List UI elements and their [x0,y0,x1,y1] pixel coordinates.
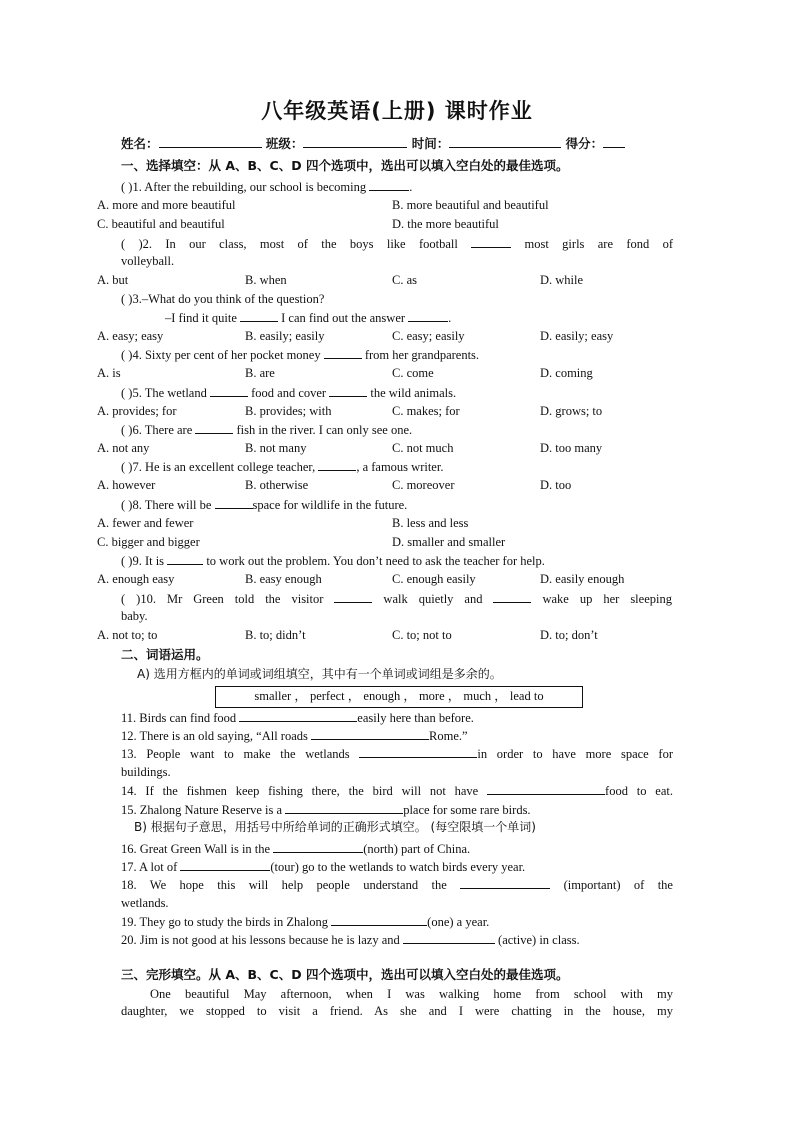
q4-blank[interactable] [324,347,362,359]
q18-blank[interactable] [460,877,550,889]
q13-blank[interactable] [359,746,477,758]
q12-line [121,728,468,744]
q18-line2: wetlands. [121,896,169,910]
q5-stem-text: ( )5. The wetland [121,386,207,400]
q7-blank[interactable] [318,459,356,471]
q6-blank[interactable] [195,422,233,434]
q3-blank-2[interactable] [408,310,448,322]
q4-option-d: D. coming [540,366,593,380]
q1-option-d: D. the more beautiful [392,217,499,231]
q9-stem [121,553,545,569]
q17-text-b: (tour) go to the wetlands to watch birds every year. [270,860,526,874]
q3-stem: ( )3.–What do you think of the question? [121,292,325,306]
q2-stem-line2: volleyball. [121,254,175,268]
q5-blank-2[interactable] [329,385,367,397]
q19-text-b: (one) a year. [427,915,490,929]
q10-blank-1[interactable] [334,591,372,603]
q8-stem-text: ( )8. There will be [121,498,212,512]
q17-text-a: 17. A lot of [121,860,178,874]
q19-line [121,914,489,930]
q6-option-b: B. not many [245,441,307,455]
q9-option-c: C. enough easily [392,572,476,586]
passage-line-2: daughter, we stopped to visit a friend. As she and I were chatting in the house, my [121,1004,673,1018]
q5-option-c: C. makes; for [392,404,460,418]
q20-text-b: (active) in class. [498,933,580,947]
q4-option-a: A. is [97,366,121,380]
q20-text-a: 20. Jim is not good at his lessons because he is lazy and [121,933,400,947]
q9-option-d: D. easily enough [540,572,625,586]
q10-option-a: A. not to; to [97,628,158,642]
q1-option-b: B. more beautiful and beautiful [392,198,549,212]
q17-blank[interactable] [180,859,270,871]
q15-text-b: place for some rare birds. [403,803,531,817]
q19-blank[interactable] [331,914,427,926]
q18-line [121,877,673,893]
q2-option-d: D. while [540,273,584,287]
q13-text-b: in order to have more space for [477,747,673,761]
q20-line [121,932,580,948]
q3-option-a: A. easy; easy [97,329,164,343]
q5-option-a: A. provides; for [97,404,177,418]
q6-stem-end: fish in the river. I can only see one. [236,423,413,437]
q4-stem-text: ( )4. Sixty per cent of her pocket money [121,348,321,362]
q1-option-a: A. more and more beautiful [97,198,236,212]
q7-option-a: A. however [97,478,156,492]
q2-stem-text: ( )2. In our class, most of the boys like football [121,237,458,251]
q2-option-b: B. when [245,273,287,287]
q10-stem-line2: baby. [121,609,148,623]
q5-stem-mid: food and cover [251,386,327,400]
q9-option-b: B. easy enough [245,572,322,586]
q13-line2: buildings. [121,765,171,779]
name-blank[interactable] [159,136,262,148]
q3-option-c: C. easy; easily [392,329,465,343]
q10-blank-2[interactable] [493,591,531,603]
q6-stem-text: ( )6. There are [121,423,193,437]
section2-part-b-instruction: B) 根据句子意思，用括号中所给单词的正确形式填空。 (每空限填一个单词) [134,820,536,834]
q8-option-d: D. smaller and smaller [392,535,506,549]
q12-text-a: 12. There is an old saying, “All roads [121,729,308,743]
q11-blank[interactable] [239,710,357,722]
q2-option-a: A. but [97,273,129,287]
q1-stem-text: ( )1. After the rebuilding, our school is becoming [121,180,367,194]
q9-option-a: A. enough easy [97,572,175,586]
q16-blank[interactable] [273,841,363,853]
q2-option-c: C. as [392,273,417,287]
q6-option-c: C. not much [392,441,454,455]
class-blank[interactable] [303,136,407,148]
q1-stem: ( )1. After the rebuilding, our school is becoming . [121,180,413,194]
q3-stem2a: –I find it quite [165,311,237,325]
class-label: 班级： [265,136,304,151]
q14-text-a: 14. If the fishmen keep fishing there, the bird will not have [121,784,479,798]
section2-part-a-instruction: A) 选用方框内的单词或词组填空，其中有一个单词或词组是多余的。 [137,667,502,681]
q9-blank[interactable] [167,553,203,565]
q15-line [121,802,531,818]
q8-option-a: A. fewer and fewer [97,516,194,530]
score-blank[interactable] [603,136,625,148]
q4-option-b: B. are [245,366,275,380]
q10-stem-mid: walk quietly and [383,592,483,606]
q12-text-b: Rome.” [429,729,468,743]
q7-option-d: D. too [540,478,572,492]
q3-blank-1[interactable] [240,310,278,322]
q7-option-c: C. moreover [392,478,455,492]
q10-stem-end: wake up her sleeping [542,592,672,606]
section2-heading: 二、词语运用。 [121,647,209,662]
q6-option-a: A. not any [97,441,150,455]
q11-text-a: 11. Birds can find food [121,711,237,725]
q7-option-b: B. otherwise [245,478,309,492]
q6-option-d: D. too many [540,441,603,455]
q19-text-a: 19. They go to study the birds in Zhalong [121,915,329,929]
q4-stem [121,347,479,363]
time-blank[interactable] [449,136,561,148]
page-title: 八年级英语(上册) 课时作业 [261,99,533,123]
q13-text-a: 13. People want to make the wetlands [121,747,350,761]
q17-line [121,859,525,875]
q15-text-a: 15. Zhalong Nature Reserve is a [121,803,283,817]
section1-heading: 一、选择填空：从 A、B、C、D 四个选项中，选出可以填入空白处的最佳选项。 [121,158,569,173]
q14-line [121,783,673,799]
q16-text-b: (north) part of China. [363,842,471,856]
q5-stem [121,385,456,401]
q14-blank[interactable] [487,783,605,795]
q3-stem2b: I can find out the answer [281,311,406,325]
q13-line [121,746,673,762]
q1-blank[interactable] [369,179,409,191]
q7-stem [121,459,443,475]
q11-text-b: easily here than before. [357,711,474,725]
q14-text-b: food to eat. [605,784,673,798]
q20-blank[interactable] [403,932,495,944]
q10-option-c: C. to; not to [392,628,452,642]
q5-stem-end: the wild animals. [370,386,457,400]
q2-stem-end: most girls are fond of [524,237,674,251]
q4-stem-end: from her grandparents. [364,348,480,362]
q6-stem [121,422,412,438]
name-label: 姓名： [121,136,159,151]
q15-blank[interactable] [285,802,403,814]
q8-blank[interactable] [215,497,253,509]
q10-option-d: D. to; don’t [540,628,598,642]
section3-heading: 三、完形填空。从 A、B、C、D 四个选项中，选出可以填入空白处的最佳选项。 [121,967,569,982]
q3-option-d: D. easily; easy [540,329,614,343]
q1-option-c: C. beautiful and beautiful [97,217,225,231]
q16-text-a: 16. Great Green Wall is in the [121,842,271,856]
q3-option-b: B. easily; easily [245,329,325,343]
q10-option-b: B. to; didn’t [245,628,306,642]
q2-stem [121,236,673,252]
q8-stem [121,497,407,513]
q3-stem-line2: –I find it quite I can find out the answer . [165,311,452,325]
q2-blank[interactable] [471,236,511,248]
passage-line-1: One beautiful May afternoon, when I was walking home from school with my [150,987,673,1001]
time-label: 时间： [411,136,450,151]
q18-text-b: (important) of the [563,878,673,892]
q11-line [121,710,474,726]
q8-option-b: B. less and less [392,516,469,530]
q10-stem [121,591,672,607]
q5-option-d: D. grows; to [540,404,603,418]
q9-stem-end: to work out the problem. You don’t need to ask the teacher for help. [206,554,545,568]
q4-option-c: C. come [392,366,434,380]
q7-stem-end: , a famous writer. [356,460,444,474]
q18-text-a: 18. We hope this will help people understand the [121,878,447,892]
q8-stem-end: space for wildlife in the future. [252,498,408,512]
q12-blank[interactable] [311,728,429,740]
q5-blank-1[interactable] [210,385,248,397]
score-label: 得分： [565,136,604,151]
q8-option-c: C. bigger and bigger [97,535,200,549]
q5-option-b: B. provides; with [245,404,332,418]
q7-stem-text: ( )7. He is an excellent college teacher, [121,460,316,474]
word-bank-text: smaller ， perfect ， enough ， more ， much ， lead to [254,689,544,703]
q9-stem-text: ( )9. It is [121,554,165,568]
student-info-line [121,136,625,151]
q10-stem-text: ( )10. Mr Green told the visitor [121,592,324,606]
q16-line [121,841,470,857]
